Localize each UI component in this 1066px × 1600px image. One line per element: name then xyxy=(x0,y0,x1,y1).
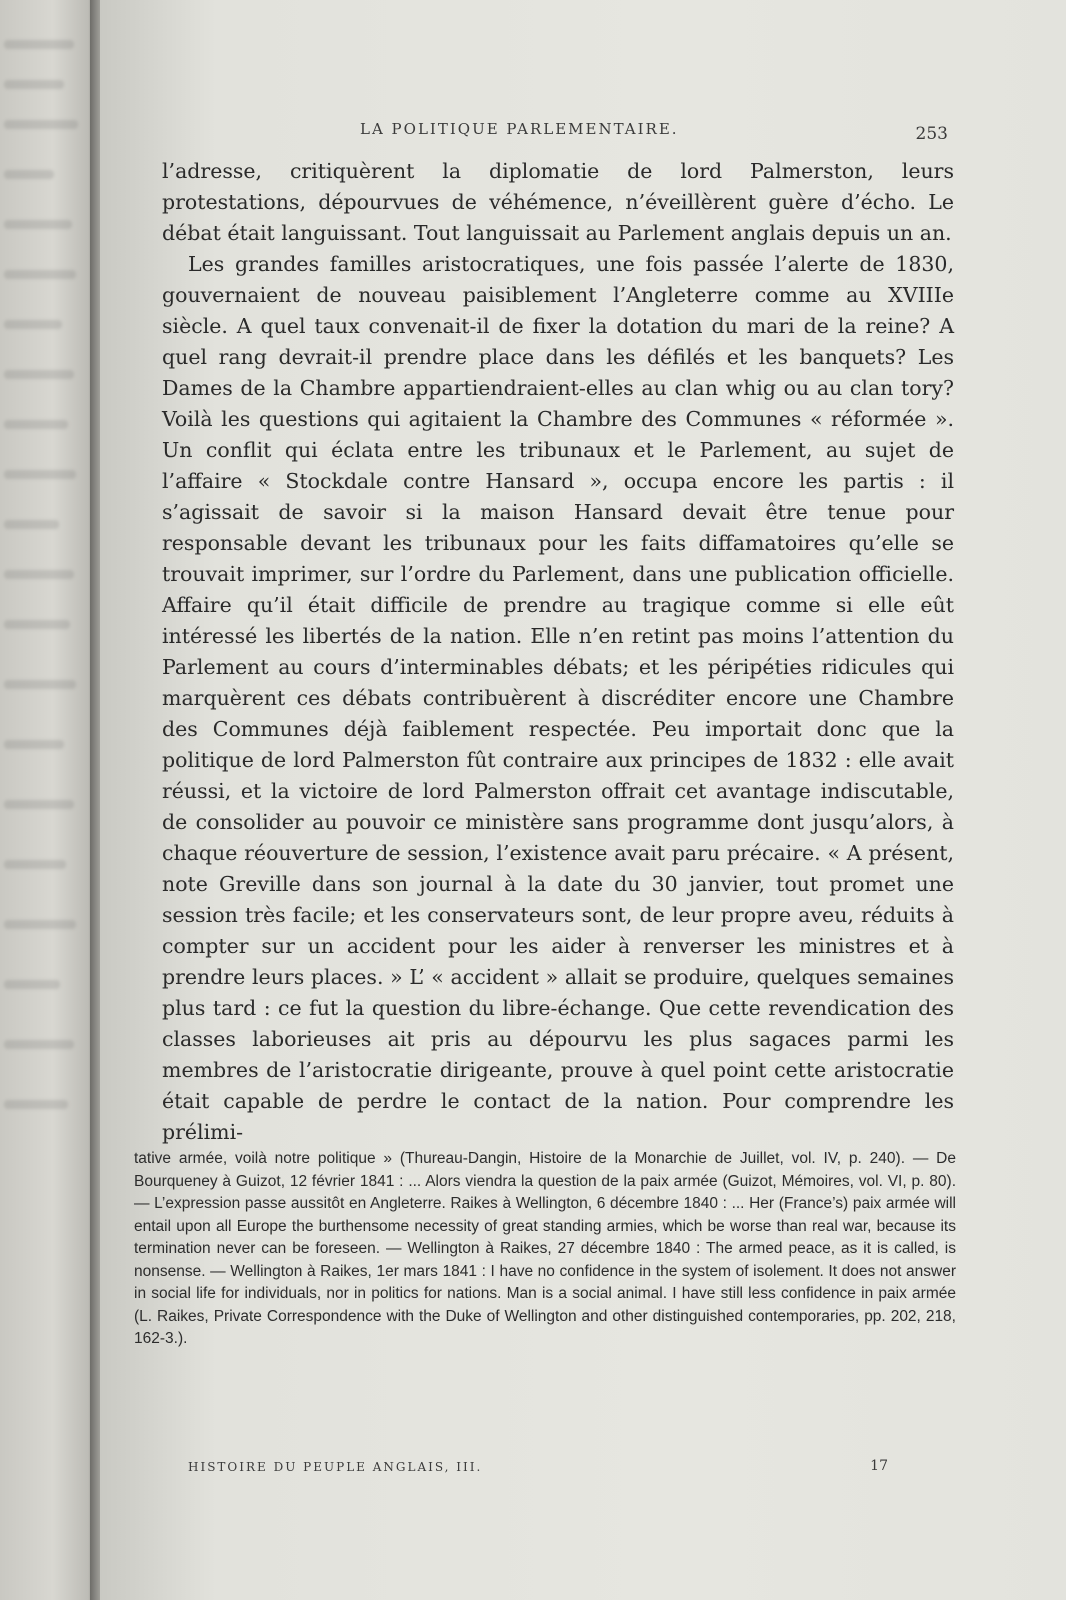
signature-number: 17 xyxy=(870,1458,888,1474)
body-text xyxy=(162,156,954,1148)
footnote-text: tative armée, voilà notre politique » (Thureau-Dangin, Histoire de la Monarchie de Juillet, vol. IV, p. 240). — De Bourqueney à Guizot, 12 février 1841 : ... Alors viendra la question de la paix armée (Guizot, Mémoires, vol. VI, p. 80). — L’expression passe aussitôt en Angleterre. Raikes à Wellington, 6 décembre 1840 : ... Her (France’s) paix armée will entail upon all Europe the burthensome necessity of great standing armies, which be worse than real war, because its termination never can be foreseen. — Wellington à Raikes, 27 décembre 1840 : The armed peace, as it is called, is nonsense. — Wellington à Raikes, 1er mars 1841 : I have no confidence in the system of isolement. It does not answer in social life for individuals, nor in politics for nations. Man is a social animal. I have still less confidence in paix armée (L. Raikes, Private Correspondence with the Duke of Wellington and other distinguished contemporaries, pp. 202, 218, 162-3.). xyxy=(134,1150,956,1347)
paragraph-2: Les grandes familles aristocratiques, une fois passée l’alerte de 1830, gouvernaient de nouveau paisiblement l’Angleterre comme au XVIIIe siècle. A quel taux convenait-il de fixer la dotation du mari de la reine? A quel rang devrait-il prendre place dans les défilés et les banquets? Les Dames de la Chambre appartiendraient-elles au clan whig ou au clan tory? Voilà les questions qui agitaient la Chambre des Communes « réformée ». Un conflit qui éclata entre les tribunaux et le Parlement, au sujet de l’affaire « Stockdale contre Hansard », occupa encore les partis : il s’agissait de savoir si la maison Hansard devait être tenue pour responsable devant les tribunaux pour les faits diffamatoires qu’elle se trouvait imprimer, sur l’ordre du Parlement, dans une publication officielle. Affaire qu’il était difficile de prendre au tragique comme si elle eût intéressé les libertés de la nation. Elle n’en retint pas moins l’attention du Parlement au cours d’interminables débats; et les péripéties ridicules qui marquèrent ces débats contribuèrent à discréditer encore une Chambre des Communes déjà faiblement respectée. Peu importait donc que la politique de lord Palmerston fût contraire aux principes de 1832 : elle avait réussi, et la victoire de lord Palmerston offrait cet avantage indiscutable, de consolider au pouvoir ce ministère sans programme dont jusqu’alors, à chaque réouverture de session, l’existence avait paru précaire. « A présent, note Greville dans son journal à la date du 30 janvier, tout promet une session très facile; et les conservateurs sont, de leur propre aveu, réduits à compter sur un accident pour les aider à renverser les ministres et à prendre leurs places. » L’ « accident » allait se produire, quelques semaines plus tard : ce fut la question du libre-échange. Que cette revendication des classes laborieuses ait pris au dépourvu les plus sagaces parmi les membres de l’aristocratie dirigeante, prouve à quel point cette aristocratie était capable de perdre le contact de la nation. Pour comprendre les prélimi- xyxy=(162,252,954,1144)
paragraph-1: l’adresse, critiquèrent la diplomatie de lord Palmerston, leurs protestations, dépourvues de véhémence, n’éveillèrent guère d’écho. Le débat était languissant. Tout languissait au Parlement anglais depuis un an. xyxy=(162,159,954,245)
facing-page xyxy=(0,0,96,1600)
running-title: LA POLITIQUE PARLEMENTAIRE. xyxy=(360,120,679,138)
page-number: 253 xyxy=(915,124,948,144)
book-page xyxy=(100,0,1066,1600)
footnote xyxy=(134,1148,956,1351)
signature-title: HISTOIRE DU PEUPLE ANGLAIS, III. xyxy=(188,1460,483,1474)
